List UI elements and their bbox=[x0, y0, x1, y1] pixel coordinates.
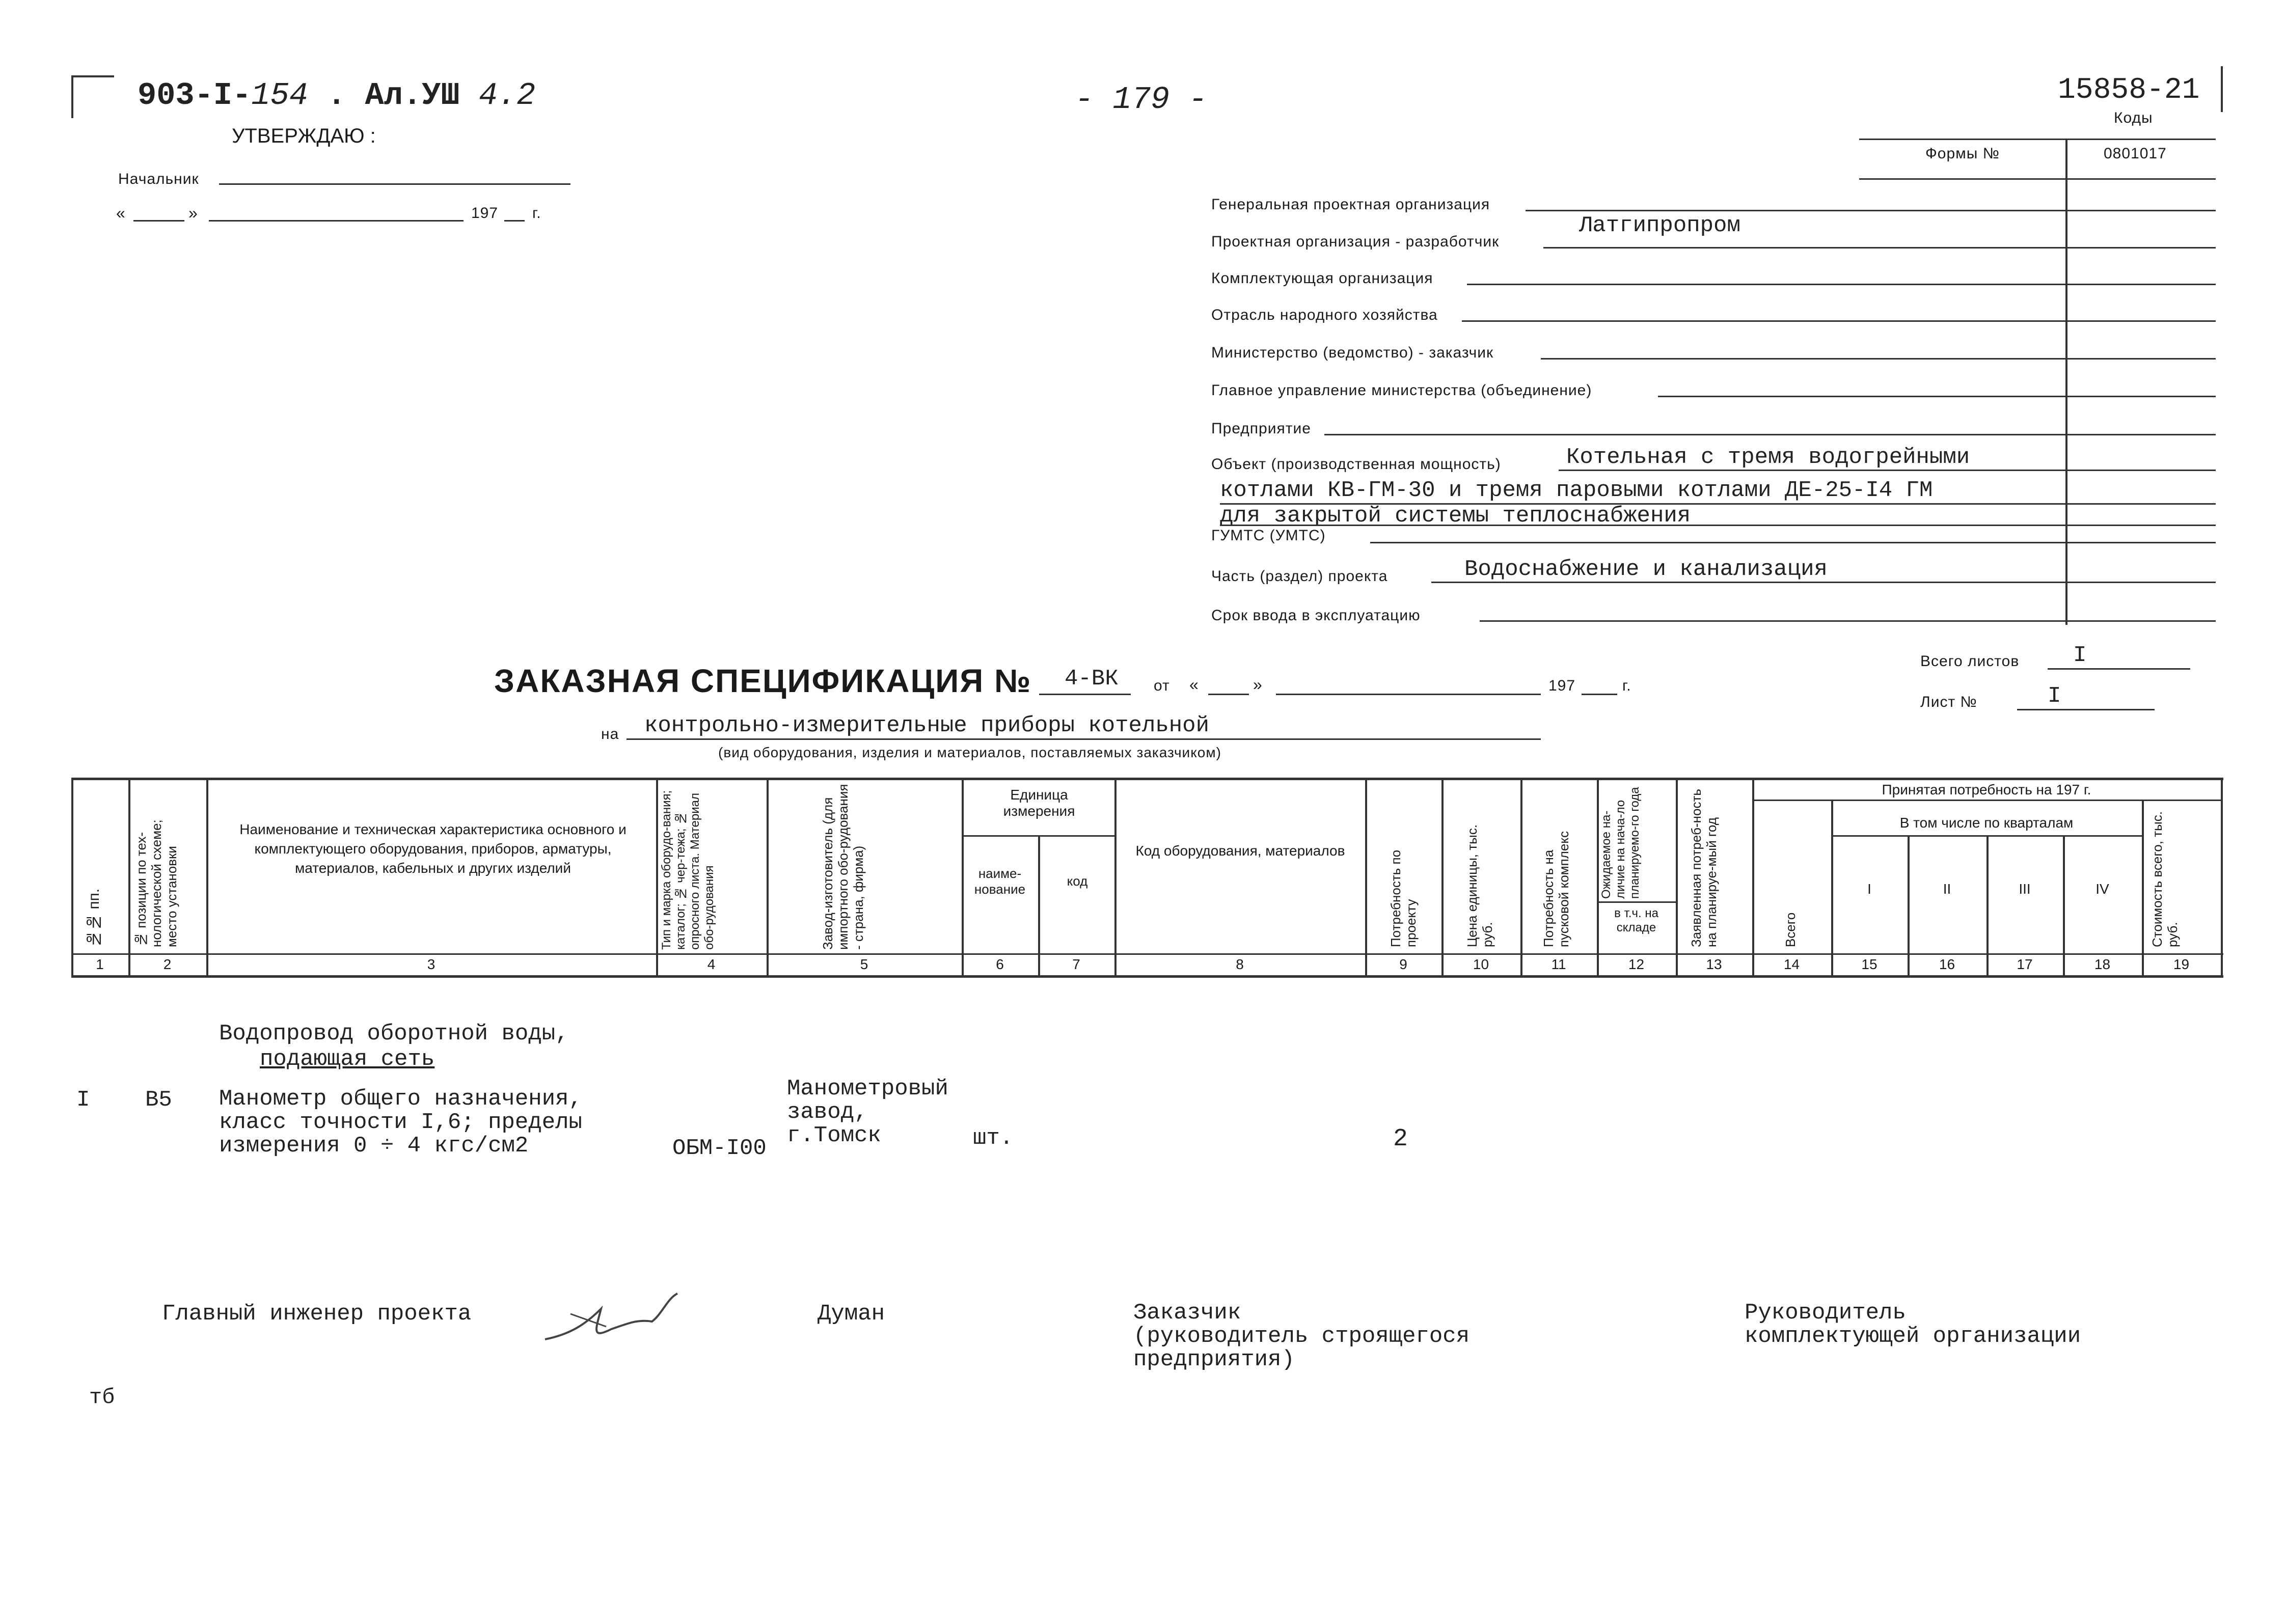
object-underline-4 bbox=[1370, 542, 2216, 543]
col-line-8 bbox=[1365, 778, 1367, 975]
album-label: . Ал.УШ bbox=[327, 77, 460, 114]
header-col-15: I bbox=[1867, 881, 1871, 897]
spec-year: 197 bbox=[1548, 677, 1576, 694]
row-name-line-2: класс точности I,6; пределы bbox=[219, 1110, 582, 1135]
col-line-7 bbox=[1114, 778, 1117, 975]
spec-on-label: на bbox=[601, 726, 619, 742]
col-line-15 bbox=[1908, 835, 1910, 975]
col-number: 5 bbox=[860, 956, 868, 972]
document-code bbox=[138, 77, 535, 114]
chief-engineer-signature bbox=[540, 1278, 703, 1350]
spec-number: 4-ВК bbox=[1065, 666, 1119, 692]
customer-line-3: предприятия) bbox=[1133, 1347, 1295, 1372]
spec-close-quote: » bbox=[1253, 675, 1262, 694]
org-field-label: Министерство (ведомство) - заказчик bbox=[1211, 344, 1494, 361]
object-label: Объект (производственная мощность) bbox=[1211, 456, 1501, 473]
col-number: 16 bbox=[1939, 956, 1955, 972]
org-field-label: Генеральная проектная организация bbox=[1211, 196, 1490, 213]
customer-line-1: Заказчик bbox=[1133, 1300, 1241, 1326]
spec-subject-caption: (вид оборудования, изделия и материалов, поставляемых заказчиком) bbox=[718, 745, 1221, 760]
sheet-value: I bbox=[2048, 683, 2061, 709]
org-field-label: Отрасль народного хозяйства bbox=[1211, 307, 1438, 323]
doc-code-prefix: 903-I- bbox=[138, 77, 252, 114]
col-line-13 bbox=[1752, 778, 1754, 975]
object-line-2: котлами КВ-ГМ-30 и тремя паровыми котлами ДЕ-25-I4 ГМ bbox=[1220, 478, 1933, 503]
part-value: Водоснабжение и канализация bbox=[1464, 557, 1828, 582]
spec-number-line bbox=[1039, 694, 1131, 695]
date-open-quote: « bbox=[116, 204, 125, 222]
org-field-line bbox=[1543, 247, 2216, 249]
header-quarters: В том числе по кварталам bbox=[1899, 815, 2074, 831]
codes-divider bbox=[2065, 139, 2067, 625]
customer-line-2: (руководитель строящегося bbox=[1133, 1324, 1470, 1349]
col-number: 6 bbox=[996, 956, 1004, 972]
col-line-2 bbox=[206, 778, 208, 975]
customer-signature-block bbox=[1133, 1301, 1469, 1371]
row-maker-line-1: Манометровый bbox=[787, 1076, 948, 1102]
col-line-3 bbox=[656, 778, 658, 975]
row-name-line-3: измерения 0 ÷ 4 кгс/см2 bbox=[219, 1133, 529, 1159]
approve-date-year-suffix: г. bbox=[532, 205, 541, 222]
col-number: 18 bbox=[2094, 956, 2111, 972]
sheets-total-label: Всего листов bbox=[1920, 653, 2020, 670]
org-field-line bbox=[1526, 210, 2216, 211]
spec-from: от bbox=[1154, 677, 1170, 694]
page-number: - 179 - bbox=[1075, 81, 1208, 118]
table-header-bottom bbox=[71, 953, 2223, 955]
header-col-12b: в т.ч. на складе bbox=[1614, 906, 1658, 934]
col-line-14 bbox=[1831, 800, 1833, 975]
header-col-3: Наименование и техническая характеристика основного и комплектующего оборудования, приборов, арматуры, материалов, кабельных и других изделий bbox=[239, 821, 627, 876]
col-line-5 bbox=[962, 778, 964, 975]
org-field-line bbox=[1324, 434, 2216, 435]
approve-label: УТВЕРЖДАЮ : bbox=[232, 125, 376, 147]
spec-title: ЗАКАЗНАЯ СПЕЦИФИКАЦИЯ № bbox=[494, 663, 1032, 699]
section-title bbox=[219, 1021, 569, 1072]
spec-day-line bbox=[1208, 694, 1249, 695]
row-name-line-1: Манометр общего назначения, bbox=[219, 1086, 582, 1112]
spec-year-line bbox=[1582, 694, 1617, 695]
col-number: 9 bbox=[1399, 956, 1407, 972]
org-field-label: Главное управление министерства (объединение) bbox=[1211, 382, 1592, 399]
form-value: 0801017 bbox=[2104, 145, 2167, 162]
date-close-quote: » bbox=[188, 204, 198, 222]
part-underline bbox=[1431, 582, 2216, 583]
accepted-sub-line bbox=[1752, 800, 2221, 801]
col-number: 3 bbox=[427, 956, 436, 972]
quarters-sub-line bbox=[1831, 835, 2142, 837]
head-line-2: комплектующей организации bbox=[1745, 1324, 2081, 1349]
col-number: 4 bbox=[707, 956, 716, 972]
chief-signature-line bbox=[219, 183, 570, 185]
object-line-3: для закрытой системы теплоснабжения bbox=[1220, 503, 1691, 529]
col-line-0 bbox=[71, 778, 73, 975]
head-signature-block bbox=[1745, 1301, 2081, 1348]
row-quantity: 2 bbox=[1393, 1125, 1408, 1153]
object-underline-1 bbox=[1559, 470, 2216, 471]
approve-date-year: 197 bbox=[471, 205, 499, 222]
col-number: 11 bbox=[1551, 956, 1566, 972]
sheets-total-line bbox=[2048, 668, 2190, 670]
album-hand: 4.2 bbox=[478, 77, 536, 114]
col-line-17 bbox=[2063, 835, 2065, 975]
codes-top-line bbox=[1859, 139, 2216, 140]
table-numbers-bottom bbox=[71, 975, 2223, 978]
object-underline-3 bbox=[1220, 525, 2216, 526]
org-field-line bbox=[1467, 284, 2216, 285]
header-col-10: Цена единицы, тыс. руб. bbox=[1464, 824, 1495, 947]
chief-engineer-label: Главный инженер проекта bbox=[162, 1301, 472, 1327]
archive-number: 15858-21 bbox=[2058, 74, 2200, 107]
spec-year-suffix: г. bbox=[1622, 677, 1631, 694]
col-line-6 bbox=[1038, 835, 1040, 975]
header-col-19: Стоимость всего, тыс. руб. bbox=[2149, 811, 2180, 947]
doc-code-hand: 154 bbox=[251, 77, 308, 114]
header-col-1: №№ пп. bbox=[86, 888, 102, 947]
stock-sub-line bbox=[1597, 901, 1676, 903]
unit-sub-line bbox=[962, 835, 1114, 837]
sheet-line bbox=[2017, 709, 2155, 710]
header-col-7: код bbox=[1067, 873, 1088, 889]
col-number: 17 bbox=[2017, 956, 2033, 972]
header-col-17: III bbox=[2019, 881, 2031, 897]
section-title-line-1: Водопровод оборотной воды, bbox=[219, 1021, 569, 1047]
col-line-9 bbox=[1441, 778, 1444, 975]
col-number: 13 bbox=[1706, 956, 1722, 972]
header-col-12: Ожидаемое на-личие на нача-ло планируемо-го года bbox=[1599, 787, 1642, 899]
row-unit: шт. bbox=[973, 1125, 1014, 1151]
approve-date-day-line bbox=[133, 220, 184, 222]
col-line-11 bbox=[1597, 778, 1599, 975]
row-maker-line-3: г.Томск bbox=[787, 1123, 881, 1148]
col-number: 2 bbox=[163, 956, 172, 972]
spec-subject: контрольно-измерительные приборы котельной bbox=[644, 713, 1209, 738]
col-line-19 bbox=[2221, 778, 2223, 975]
head-line-1: Руководитель bbox=[1745, 1300, 1906, 1326]
approve-date-year-line bbox=[504, 220, 525, 222]
row-maker-line-2: завод, bbox=[787, 1099, 868, 1125]
header-col-5: Завод-изготовитель (для импортного обо-рудования - страна, фирма) bbox=[820, 784, 866, 950]
approve-date-month-line bbox=[209, 220, 464, 222]
col-number: 14 bbox=[1783, 956, 1800, 972]
col-number: 8 bbox=[1236, 956, 1244, 972]
codes-title: Коды bbox=[2114, 109, 2153, 126]
spec-subject-line bbox=[627, 738, 1541, 740]
col-number: 19 bbox=[2173, 956, 2190, 972]
org-field-line bbox=[1541, 358, 2216, 360]
org-field-label: Предприятие bbox=[1211, 420, 1311, 437]
col-line-12 bbox=[1676, 778, 1678, 975]
header-col-6: наиме-нование bbox=[974, 866, 1026, 897]
row-name bbox=[219, 1087, 582, 1158]
corner-mark-left bbox=[71, 75, 114, 118]
table-top-border bbox=[71, 778, 2223, 780]
col-number: 7 bbox=[1072, 956, 1080, 972]
sheets-total-value: I bbox=[2073, 643, 2087, 668]
header-accepted: Принятая потребность на 197 г. bbox=[1882, 782, 2091, 797]
col-line-1 bbox=[128, 778, 130, 975]
col-line-18 bbox=[2142, 800, 2144, 975]
codes-form-line bbox=[1859, 178, 2216, 180]
header-col-18: IV bbox=[2096, 881, 2109, 897]
col-line-10 bbox=[1520, 778, 1522, 975]
header-col-2: № позиции по тех-нологической схеме; место установки bbox=[133, 819, 179, 947]
header-col-9: Потребность по проекту bbox=[1388, 849, 1419, 947]
approve-date bbox=[116, 204, 125, 223]
header-col-6-7: Единица измерения bbox=[1003, 787, 1075, 819]
header-col-4: Тип и марка оборудо-вания; каталог; № чер-тежа; № опросного листа. Материал обо-рудования bbox=[660, 790, 716, 950]
chief-engineer-name: Думан bbox=[818, 1301, 885, 1327]
form-label: Формы № bbox=[1925, 145, 2000, 162]
col-line-4 bbox=[767, 778, 769, 975]
sheet-label: Лист № bbox=[1920, 694, 1977, 710]
col-number: 10 bbox=[1473, 956, 1489, 972]
row-number: I bbox=[76, 1087, 90, 1113]
header-col-13: Заявленная потреб-ность на планируе-мый год bbox=[1689, 789, 1719, 947]
org-field-line bbox=[1658, 396, 2216, 397]
commission-label: Срок ввода в эксплуатацию bbox=[1211, 607, 1421, 624]
header-col-8: Код оборудования, материалов bbox=[1135, 843, 1345, 859]
spec-month-line bbox=[1276, 694, 1541, 695]
object-sub: ГУМТС (УМТС) bbox=[1211, 527, 1326, 544]
org-field-line bbox=[1462, 320, 2216, 322]
chief-label: Начальник bbox=[118, 171, 199, 187]
col-number: 12 bbox=[1628, 956, 1645, 972]
footer-mark: тб bbox=[89, 1385, 115, 1410]
row-maker bbox=[787, 1077, 948, 1147]
org-field-value: Латгипропром bbox=[1579, 213, 1740, 238]
org-field-label: Проектная организация - разработчик bbox=[1211, 233, 1500, 250]
org-field-label: Комплектующая организация bbox=[1211, 270, 1433, 287]
section-title-line-2: подающая сеть bbox=[260, 1047, 435, 1072]
spec-open-quote: « bbox=[1189, 675, 1199, 694]
row-type: ОБМ-I00 bbox=[672, 1136, 767, 1161]
header-col-14: Всего bbox=[1783, 912, 1798, 947]
col-number: 1 bbox=[96, 956, 104, 972]
col-number: 15 bbox=[1861, 956, 1877, 972]
header-col-11: Потребность на пусковой комплекс bbox=[1541, 831, 1571, 947]
commission-underline bbox=[1480, 620, 2216, 622]
header-col-16: II bbox=[1943, 881, 1951, 897]
part-label: Часть (раздел) проекта bbox=[1211, 568, 1388, 585]
row-position: В5 bbox=[145, 1087, 172, 1113]
object-line-1: Котельная с тремя водогрейными bbox=[1566, 445, 1970, 470]
col-line-16 bbox=[1986, 835, 1989, 975]
